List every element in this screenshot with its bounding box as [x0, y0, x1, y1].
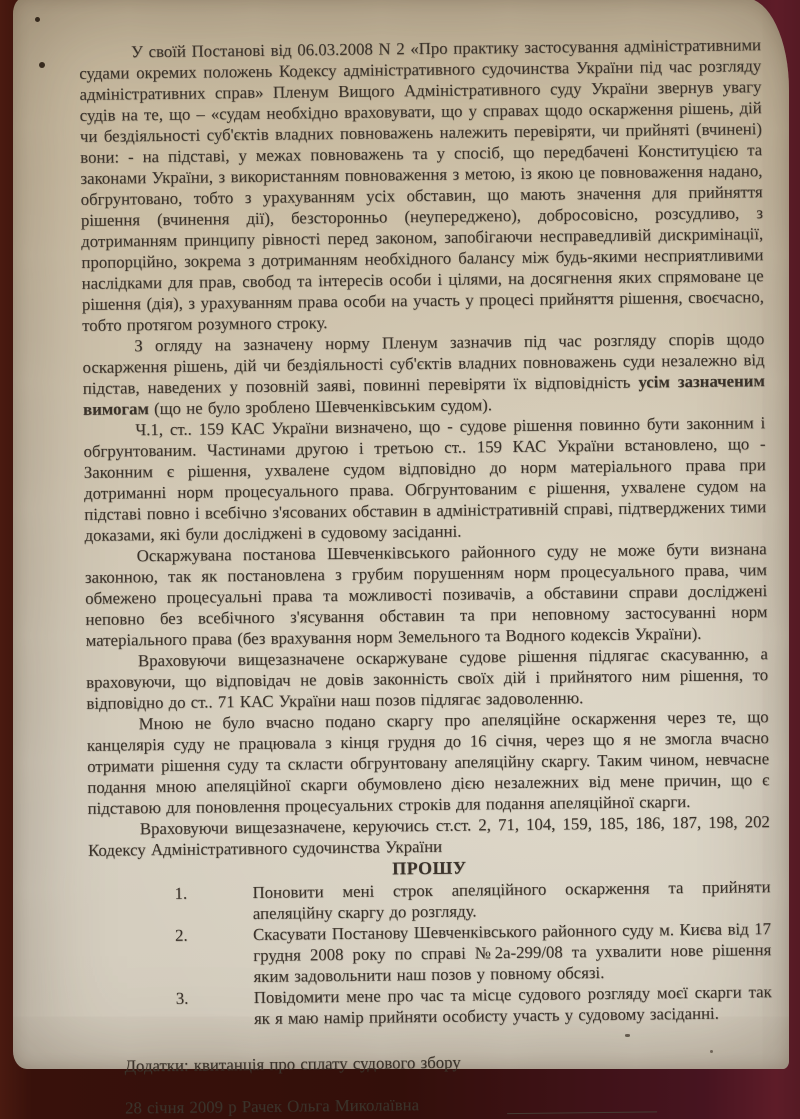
paper-speck	[625, 1034, 630, 1037]
date-and-name-text: 28 січня 2009 р Рачек Ольга Миколаївна	[124, 1095, 420, 1118]
petition-item-number: 1.	[174, 883, 188, 903]
attachments-line: Додатки: квитанція про сплату судового збору	[124, 1052, 461, 1076]
paragraph	[86, 643, 769, 714]
petition-list	[88, 876, 772, 1031]
date-signature-row	[125, 1090, 773, 1118]
text-run: З огляду на зазначену норму Пленум зазначив під час розгляду спорів щодо оскарження рішень, дій чи бездіяльності суб'єктів владних повноважень суди незалежно від підстав, наведених у позовній заяві, повинні перевіряти їх відповідність	[82, 329, 765, 398]
document-body	[79, 34, 770, 861]
paper-speck	[318, 997, 321, 1000]
document-content	[79, 34, 773, 1119]
document-page	[13, 0, 789, 1118]
text-run: Оскаржувана постанова Шевченківського районного суду не може бути визнана законною, так як постановлена з грубим порушенням норм процесуального права, чим обмежено процесуальні права та можливості позивачів, а обставини справи досліджені неповно без всебічного з'ясування обставин та при неповному застосуванні норм матеріального права (без врахування норм Земельного та Водного кодексів України).	[84, 539, 768, 650]
paper-speck	[35, 17, 40, 22]
text-run: Мною не було вчасно подано скаргу про апеляційне оскарження через те, що канцелярія суду не працювала з кінця грудня до 16 січня, через що я не змогла вчасно отримати рішення суду та скласти обгрунтовану апеляційну скаргу. Таким чином, невчасне подання мною апеляційної скарги обумовлено дією незалежних від мене причин, що є підставою для поновлення процесуальних строків для подання апеляційної скарги.	[86, 707, 770, 818]
paragraph	[85, 538, 768, 651]
petition-item-text: Повідомити мене про час та місце судового розгляду моєї скарги так як я маю намір прийняти особисту участь у судовому засіданні.	[253, 982, 772, 1028]
paragraph	[79, 34, 764, 336]
paragraph	[83, 412, 766, 546]
paragraph	[82, 328, 765, 420]
text-run: У своїй Постанові від 06.03.2008 N 2 «Про практику застосування адміністративними судами окремих положень Кодексу адміністративного судочинства України під час розгляду адміністративних справ» Пленум Вищого Адміністративного суду України звернув увагу судів на те, що – «судам необхідно враховувати, що у справах щодо оскарження рішень, дій чи бездіяльності суб'єктів владних повноважень належить перевіряти, чи прийняті (вчинені) вони: - на підставі, у межах повноважень та у спосіб, що передбачені Конституцією та законами України, з використанням повноваження з метою, із якою це повноваження надано, обгрунтовано, тобто з урахуванням усіх обставин, що мають значення для прийняття рішення (вчинення дії), безсторонньо (неупереджено), добросовісно, розсудливо, з дотриманням принципу рівності перед законом, запобігаючи несправедливій дискримінації, пропорційно, зокрема з дотриманням необхідного балансу між будь-якими несприятливими наслідками для прав, свобод та інтересів особи і цілями, на досягнення яких спрямоване це рішення (дія), з урахуванням права особи на участь у процесі прийняття рішення, своєчасно, тобто протягом розумного строку.	[79, 35, 764, 335]
signature-line	[507, 1110, 657, 1114]
paragraph	[88, 811, 770, 861]
petition-item-number: 2.	[174, 925, 188, 945]
paper-speck	[39, 62, 45, 68]
petition-heading: ПРОШУ	[392, 857, 467, 879]
petition-item-text: Поновити мені строк апеляційного оскарження та прийняти апеляційну скаргу до розгляду.	[252, 877, 771, 923]
petition-item	[89, 918, 772, 989]
petition-item	[90, 981, 772, 1031]
paragraph	[87, 706, 770, 819]
text-run: Враховуючи вищезазначене оскаржуване судове рішення підлягає скасуванню, а враховуючи, що відповідач не довів законність своїх дій і прийнятого ним рішення, то відповідно до ст.. 71 КАС України наш позов підлягає задоволенню.	[86, 644, 769, 713]
text-run: Враховуючи вищезазначене, керуючись ст.ст. 2, 71, 104, 159, 185, 186, 187, 198, 202 Кодексу Адміністративного судочинства України	[87, 812, 770, 860]
petition-item-number: 3.	[175, 988, 189, 1008]
paper-speck	[710, 1050, 713, 1053]
text-run: (що не було зроблено Шевченківським судом).	[148, 395, 493, 419]
bold-text-run: усім зазначеним вимогам	[82, 371, 765, 419]
petition-item-text: Скасувати Постанову Шевченківського районного суду м. Києва від 17 грудня 2008 року по справі №2а-299/08 та ухвалити нове рішення яким задовольнити наш позов у повному обсязі.	[252, 919, 772, 986]
text-run: Ч.1, ст.. 159 КАС України визначено, що - судове рішення повинно бути законним і обгрунтованим. Частинами другою і третьою ст.. 159 КАС України встановлено, що - Законним є рішення, ухвалене судом відповідно до норм матеріального права при дотриманні норм процесуального права. Обгрунтованим є рішення, ухвалене судом на підставі повно і всебічно з'ясованих обставин в адміністративній справі, підтверджених тими доказами, які були досліджені в судовому засіданні.	[83, 413, 767, 545]
